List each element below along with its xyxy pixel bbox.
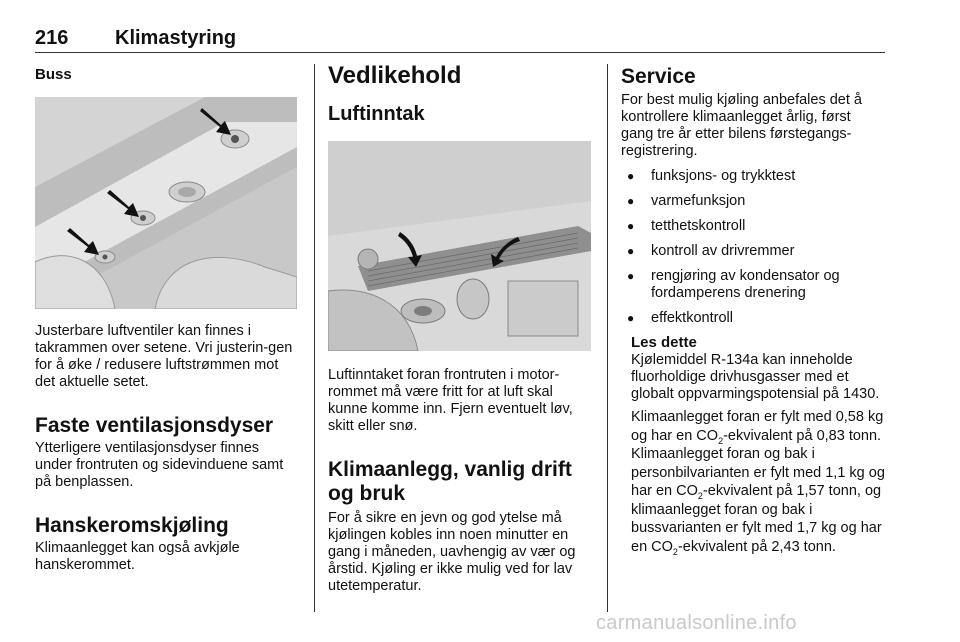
service-text: For best mulig kjøling anbefales det å kontrollere klimaanlegget årlig, først gang tre år etter bilens førstegangs-registrering.: [621, 92, 862, 159]
column-left: [35, 62, 297, 574]
list-item: ● varmefunksjon: [621, 193, 886, 210]
fixed-vents-text: Ytterligere ventilasjonsdyser finnes under frontruten og sidevinduene samt på benplassen.: [35, 440, 284, 490]
list-item: ● funksjons- og trykktest: [621, 168, 886, 185]
regular-operation-heading: Klimaanlegg, vanlig drift og bruk: [328, 458, 572, 505]
column-divider: [314, 64, 315, 612]
air-intake-illustration: [328, 141, 591, 351]
chapter-title: Klimastyring: [115, 27, 237, 49]
fixed-vents-heading: Faste ventilasjonsdyser: [35, 414, 274, 437]
maintenance-heading: Vedlikehold: [328, 62, 462, 89]
glovebox-cooling-text: Klimaanlegget kan også avkjøle hanskerommet.: [35, 540, 240, 573]
list-item: ● effektkontroll: [621, 310, 886, 327]
air-intake-text: Luftinntaket foran frontruten i motor-rommet må være fritt for at luft skal kunne komme inn. Fjern eventuelt løv, skitt eller snø.: [328, 367, 573, 434]
air-intake-heading: Luftinntak: [328, 103, 425, 125]
note-text: Kjølemiddel R-134a kan inneholde fluorholdige drivhusgasser med et globalt oppvarmingspotensial på 1430.: [631, 352, 880, 402]
column-middle: [328, 62, 593, 595]
watermark: carmanualsonline.info: [596, 612, 797, 634]
glovebox-cooling-heading: Hanskeromskjøling: [35, 514, 229, 537]
list-item: ● tetthetskontroll: [621, 218, 886, 235]
service-heading: Service: [621, 65, 696, 88]
list-item: ● kontroll av drivremmer: [621, 243, 886, 260]
service-checklist: [621, 168, 886, 327]
column-right: [621, 62, 886, 556]
page-header: [35, 26, 885, 53]
note-heading: Les dette: [631, 334, 697, 351]
regular-operation-text: For å sikre en jevn og god ytelse må kjølingen kobles inn noen minutter en gang i måneden, uavhengig av vær og årstid. Kjøling er ikke mulig ved for lav utetemperatur.: [328, 510, 576, 594]
column-divider: [607, 64, 608, 612]
list-item: ● rengjøring av kondensator og fordamperens drenering: [621, 268, 886, 302]
refrigerant-paragraph: Klimaanlegget foran er fylt med 0,58 kg og har en $CO_2$-ekvivalent på 0,83 tonn. Klimaanlegget foran og bak i personbilvarianten er fylt med 1,1 kg og har en $CO_2$-ekvivalent på 1,57 tonn, og klimaanlegget foran og bak i bussvarianten er fylt med 1,7 kg og har en $CO_2$-ekvivalent på 2,43 tonn.: [631, 409, 885, 557]
page-number: 216: [35, 27, 69, 49]
section-label-bus: Buss: [35, 66, 72, 83]
bus-vents-caption: Justerbare luftventiler kan finnes i takrammen over setene. Vri justerin-gen for å øke / redusere luftstrømmen mot det aktuelle setet.: [35, 323, 293, 390]
bus-ceiling-vents-illustration: [35, 97, 297, 309]
